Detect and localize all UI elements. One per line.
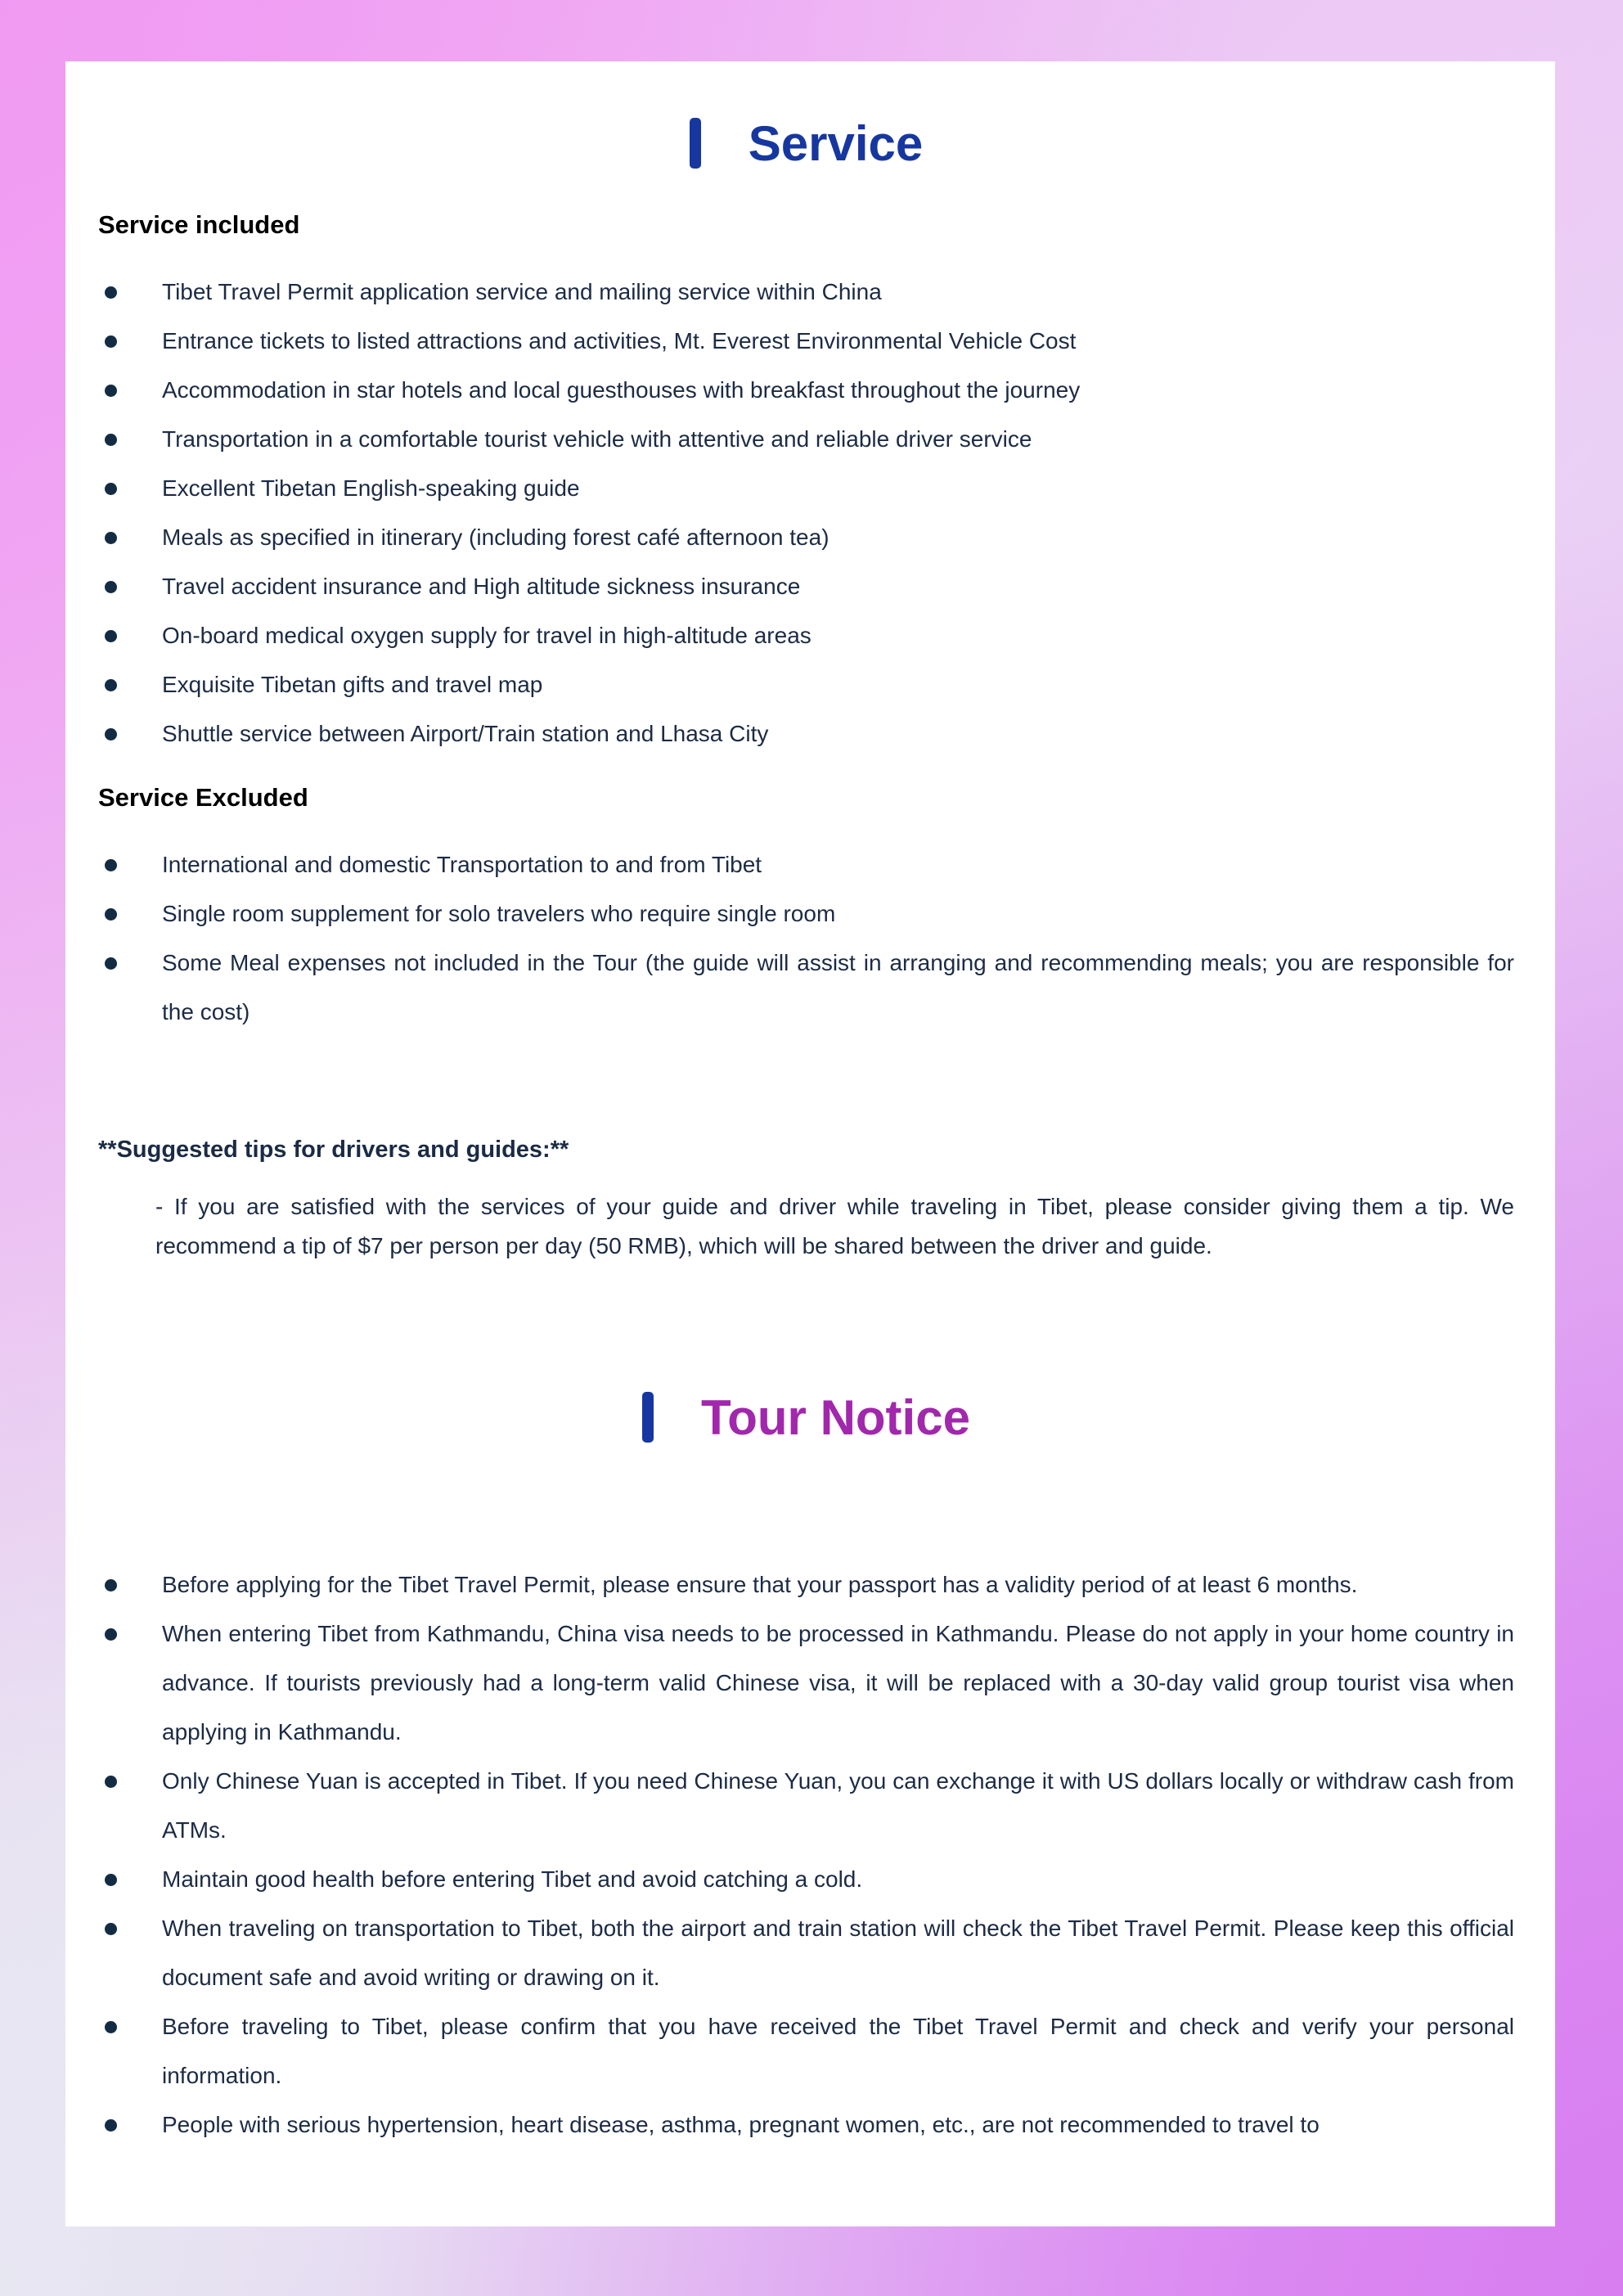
- tips-heading: **Suggested tips for drivers and guides:**: [98, 1137, 569, 1163]
- title-accent-bar: [642, 1392, 654, 1443]
- service-included-list: [98, 268, 1514, 759]
- service-included-item: Entrance tickets to listed attractions and activities, Mt. Everest Environmental Vehicle Cost: [98, 317, 1514, 366]
- service-included-heading: Service included: [98, 210, 300, 239]
- service-excluded-item: International and domestic Transportation to and from Tibet: [98, 840, 1514, 889]
- content-card: [65, 61, 1555, 2226]
- tour-notice-item: People with serious hypertension, heart disease, asthma, pregnant women, etc., are not recommended to travel to: [98, 2100, 1514, 2150]
- service-included-item: Tibet Travel Permit application service and mailing service within China: [98, 268, 1514, 317]
- service-title-row: [98, 110, 1514, 176]
- service-included-item: Accommodation in star hotels and local guesthouses with breakfast throughout the journey: [98, 366, 1514, 415]
- tour-notice-title-row: [98, 1384, 1514, 1450]
- service-excluded-item: Some Meal expenses not included in the Tour (the guide will assist in arranging and recommending meals; you are responsible for the cost): [98, 939, 1514, 1037]
- tour-notice-item: Only Chinese Yuan is accepted in Tibet. If you need Chinese Yuan, you can exchange it with US dollars locally or withdraw cash from ATMs.: [98, 1757, 1514, 1855]
- service-excluded-list: [98, 840, 1514, 1037]
- service-included-item: Meals as specified in itinerary (including forest café afternoon tea): [98, 513, 1514, 562]
- tour-notice-list: [98, 1560, 1514, 2150]
- tour-notice-item: When entering Tibet from Kathmandu, China visa needs to be processed in Kathmandu. Please do not apply in your home country in advance. If tourists previously had a long-term valid Chinese visa, it will be replaced with a 30-day valid group tourist visa when applying in Kathmandu.: [98, 1609, 1514, 1757]
- service-included-item: Transportation in a comfortable tourist vehicle with attentive and reliable driver service: [98, 415, 1514, 464]
- service-included-item: Shuttle service between Airport/Train station and Lhasa City: [98, 709, 1514, 759]
- tour-notice-item: Before traveling to Tibet, please confirm that you have received the Tibet Travel Permit and check and verify your personal information.: [98, 2002, 1514, 2100]
- tour-notice-item: When traveling on transportation to Tibet, both the airport and train station will check the Tibet Travel Permit. Please keep this official document safe and avoid writing or drawing on it.: [98, 1904, 1514, 2002]
- tour-notice-item: Maintain good health before entering Tibet and avoid catching a cold.: [98, 1855, 1514, 1904]
- tour-notice-title: Tour Notice: [701, 1389, 970, 1445]
- tour-notice-item: Before applying for the Tibet Travel Permit, please ensure that your passport has a validity period of at least 6 months.: [98, 1560, 1514, 1609]
- title-accent-bar: [690, 118, 701, 169]
- service-excluded-item: Single room supplement for solo travelers who require single room: [98, 889, 1514, 939]
- service-included-item: On-board medical oxygen supply for travel in high-altitude areas: [98, 611, 1514, 660]
- service-included-item: Exquisite Tibetan gifts and travel map: [98, 660, 1514, 709]
- service-included-item: Travel accident insurance and High altitude sickness insurance: [98, 562, 1514, 611]
- service-excluded-heading: Service Excluded: [98, 783, 308, 812]
- service-title: Service: [748, 115, 924, 171]
- tips-paragraph: - If you are satisfied with the services of your guide and driver while traveling in Tibet, please consider giving them a tip. We recommend a tip of $7 per person per day (50 RMB), which will be shared between the driver and guide.: [155, 1194, 1514, 1258]
- service-included-item: Excellent Tibetan English-speaking guide: [98, 464, 1514, 513]
